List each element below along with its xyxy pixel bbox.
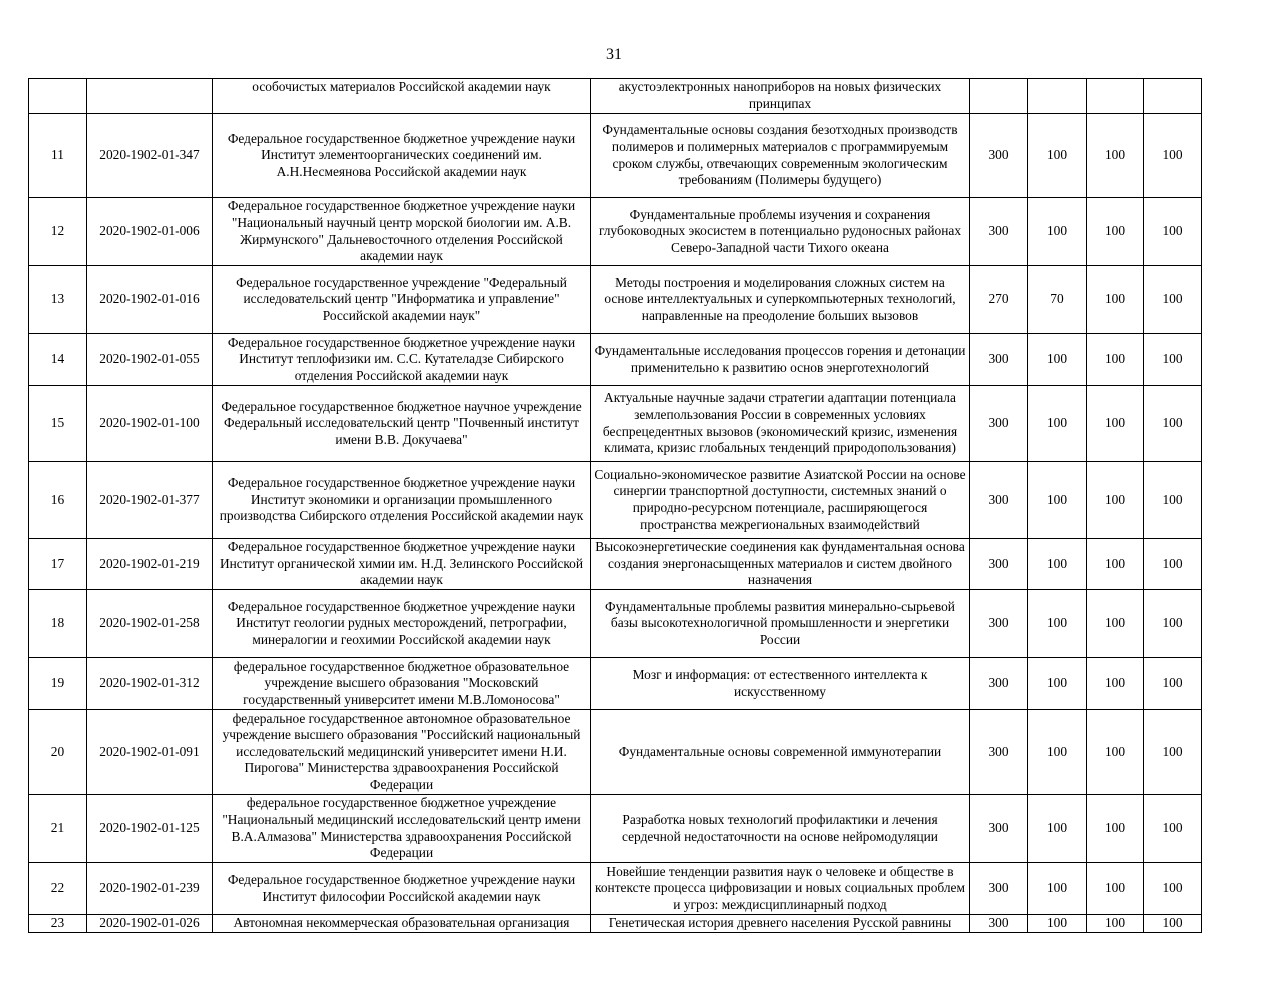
project-code: 2020-1902-01-377 (87, 462, 213, 539)
row-number: 19 (29, 658, 87, 710)
value-3: 100 (1087, 114, 1144, 198)
value-2: 100 (1028, 539, 1087, 590)
project-code: 2020-1902-01-258 (87, 590, 213, 658)
value-1: 270 (970, 266, 1028, 334)
project-code: 2020-1902-01-026 (87, 915, 213, 933)
value-4: 100 (1144, 590, 1202, 658)
value-2 (1028, 79, 1087, 114)
row-number: 23 (29, 915, 87, 933)
project-topic: Новейшие тенденции развития наук о человеке и обществе в контексте процесса цифровизации и новых социальных проблем и угроз: междисциплинарный подход (591, 863, 970, 915)
value-3: 100 (1087, 710, 1144, 795)
table-row (29, 658, 1202, 710)
row-number: 12 (29, 198, 87, 266)
organization: Автономная некоммерческая образовательная организация (213, 915, 591, 933)
value-4: 100 (1144, 658, 1202, 710)
value-4: 100 (1144, 863, 1202, 915)
row-number: 22 (29, 863, 87, 915)
project-topic: Фундаментальные основы современной иммунотерапии (591, 710, 970, 795)
row-number (29, 79, 87, 114)
table-row (29, 710, 1202, 795)
value-1: 300 (970, 198, 1028, 266)
project-code: 2020-1902-01-100 (87, 386, 213, 462)
project-code: 2020-1902-01-125 (87, 795, 213, 863)
project-topic: Фундаментальные проблемы развития минерально-сырьевой базы высокотехнологичной промышленности и энергетики России (591, 590, 970, 658)
organization: федеральное государственное бюджетное учреждение "Национальный медицинский исследовательский центр имени В.А.Алмазова" Министерства здравоохранения Российской Федерации (213, 795, 591, 863)
value-4: 100 (1144, 334, 1202, 386)
organization: Федеральное государственное бюджетное учреждение науки Институт геологии рудных месторождений, петрографии, минералогии и геохимии Российской академии наук (213, 590, 591, 658)
table-row (29, 590, 1202, 658)
value-2: 100 (1028, 334, 1087, 386)
organization: Федеральное государственное бюджетное учреждение науки Институт теплофизики им. С.С. Кутателадзе Сибирского отделения Российской академии наук (213, 334, 591, 386)
project-topic: Фундаментальные проблемы изучения и сохранения глубоководных экосистем в потенциально рудоносных районах Северо-Западной части Тихого океана (591, 198, 970, 266)
project-topic: Актуальные научные задачи стратегии адаптации потенциала землепользования России в современных условиях беспрецедентных вызовов (экономический кризис, изменения климата, кризис глобальных тенденций природопользования) (591, 386, 970, 462)
value-3: 100 (1087, 590, 1144, 658)
organization: Федеральное государственное бюджетное учреждение науки Институт элементоорганических соединений им. А.Н.Несмеянова Российской академии наук (213, 114, 591, 198)
value-1: 300 (970, 114, 1028, 198)
project-code: 2020-1902-01-312 (87, 658, 213, 710)
projects-table (28, 78, 1202, 933)
organization: Федеральное государственное бюджетное учреждение науки Институт философии Российской академии наук (213, 863, 591, 915)
value-2: 70 (1028, 266, 1087, 334)
value-2: 100 (1028, 658, 1087, 710)
organization: Федеральное государственное бюджетное учреждение науки "Национальный научный центр морской биологии им. А.В. Жирмунского" Дальневосточного отделения Российской академии наук (213, 198, 591, 266)
table-row (29, 334, 1202, 386)
table-row (29, 915, 1202, 933)
value-4: 100 (1144, 266, 1202, 334)
project-topic: Разработка новых технологий профилактики и лечения сердечной недостаточности на основе нейромодуляции (591, 795, 970, 863)
table-row (29, 198, 1202, 266)
project-code: 2020-1902-01-347 (87, 114, 213, 198)
value-4: 100 (1144, 915, 1202, 933)
value-2: 100 (1028, 198, 1087, 266)
value-3: 100 (1087, 658, 1144, 710)
row-number: 13 (29, 266, 87, 334)
value-4: 100 (1144, 386, 1202, 462)
value-3: 100 (1087, 266, 1144, 334)
value-3: 100 (1087, 462, 1144, 539)
value-1: 300 (970, 710, 1028, 795)
project-topic: Фундаментальные исследования процессов горения и детонации применительно к развитию основ энерготехнологий (591, 334, 970, 386)
project-code: 2020-1902-01-016 (87, 266, 213, 334)
value-4: 100 (1144, 114, 1202, 198)
table-row (29, 266, 1202, 334)
value-3 (1087, 79, 1144, 114)
value-3: 100 (1087, 539, 1144, 590)
project-code: 2020-1902-01-239 (87, 863, 213, 915)
value-3: 100 (1087, 863, 1144, 915)
row-number: 15 (29, 386, 87, 462)
project-code: 2020-1902-01-219 (87, 539, 213, 590)
table-row (29, 863, 1202, 915)
value-4: 100 (1144, 198, 1202, 266)
table-row (29, 79, 1202, 114)
value-2: 100 (1028, 863, 1087, 915)
project-topic: Высокоэнергетические соединения как фундаментальная основа создания энергонасыщенных материалов и систем двойного назначения (591, 539, 970, 590)
value-1: 300 (970, 462, 1028, 539)
row-number: 18 (29, 590, 87, 658)
project-code (87, 79, 213, 114)
value-1: 300 (970, 539, 1028, 590)
row-number: 17 (29, 539, 87, 590)
row-number: 16 (29, 462, 87, 539)
organization: Федеральное государственное бюджетное научное учреждение Федеральный исследовательский центр "Почвенный институт имени В.В. Докучаева" (213, 386, 591, 462)
value-2: 100 (1028, 386, 1087, 462)
project-code: 2020-1902-01-006 (87, 198, 213, 266)
value-3: 100 (1087, 198, 1144, 266)
value-1: 300 (970, 915, 1028, 933)
row-number: 11 (29, 114, 87, 198)
table-row (29, 386, 1202, 462)
value-2: 100 (1028, 795, 1087, 863)
row-number: 20 (29, 710, 87, 795)
project-topic: Генетическая история древнего населения Русской равнины (591, 915, 970, 933)
project-code: 2020-1902-01-091 (87, 710, 213, 795)
project-topic: Мозг и информация: от естественного интеллекта к искусственному (591, 658, 970, 710)
value-2: 100 (1028, 915, 1087, 933)
value-1: 300 (970, 863, 1028, 915)
organization: федеральное государственное автономное образовательное учреждение высшего образования "Российский национальный исследовательский медицинский университет имени Н.И. Пирогова" Министерства здравоохранения Российской Федерации (213, 710, 591, 795)
value-4: 100 (1144, 462, 1202, 539)
value-1: 300 (970, 386, 1028, 462)
value-2: 100 (1028, 462, 1087, 539)
value-4: 100 (1144, 710, 1202, 795)
project-topic: Фундаментальные основы создания безотходных производств полимеров и полимерных материалов с программируемым сроком службы, отвечающих современным экологическим требованиям (Полимеры будущего) (591, 114, 970, 198)
value-3: 100 (1087, 334, 1144, 386)
organization: особочистых материалов Российской академии наук (213, 79, 591, 114)
value-3: 100 (1087, 795, 1144, 863)
value-1: 300 (970, 795, 1028, 863)
project-topic: Социально-экономическое развитие Азиатской России на основе синергии транспортной доступности, системных знаний о природно-ресурсном потенциале, расширяющегося пространства межрегиональных взаимодействий (591, 462, 970, 539)
project-topic: акустоэлектронных наноприборов на новых физических принципах (591, 79, 970, 114)
value-2: 100 (1028, 590, 1087, 658)
value-4 (1144, 79, 1202, 114)
organization: Федеральное государственное бюджетное учреждение науки Институт экономики и организации промышленного производства Сибирского отделения Российской академии наук (213, 462, 591, 539)
value-1: 300 (970, 658, 1028, 710)
page-number: 31 (606, 46, 622, 63)
organization: Федеральное государственное учреждение "Федеральный исследовательский центр "Информатика и управление" Российской академии наук" (213, 266, 591, 334)
value-4: 100 (1144, 795, 1202, 863)
organization: федеральное государственное бюджетное образовательное учреждение высшего образования "Московский государственный университет имени М.В.Ломоносова" (213, 658, 591, 710)
value-1 (970, 79, 1028, 114)
row-number: 14 (29, 334, 87, 386)
table-row (29, 114, 1202, 198)
value-3: 100 (1087, 386, 1144, 462)
project-topic: Методы построения и моделирования сложных систем на основе интеллектуальных и суперкомпьютерных технологий, направленные на преодоление больших вызовов (591, 266, 970, 334)
table-row (29, 462, 1202, 539)
value-4: 100 (1144, 539, 1202, 590)
value-2: 100 (1028, 114, 1087, 198)
row-number: 21 (29, 795, 87, 863)
table-row (29, 539, 1202, 590)
value-1: 300 (970, 590, 1028, 658)
value-2: 100 (1028, 710, 1087, 795)
value-1: 300 (970, 334, 1028, 386)
organization: Федеральное государственное бюджетное учреждение науки Институт органической химии им. Н.Д. Зелинского Российской академии наук (213, 539, 591, 590)
table-row (29, 795, 1202, 863)
value-3: 100 (1087, 915, 1144, 933)
project-code: 2020-1902-01-055 (87, 334, 213, 386)
